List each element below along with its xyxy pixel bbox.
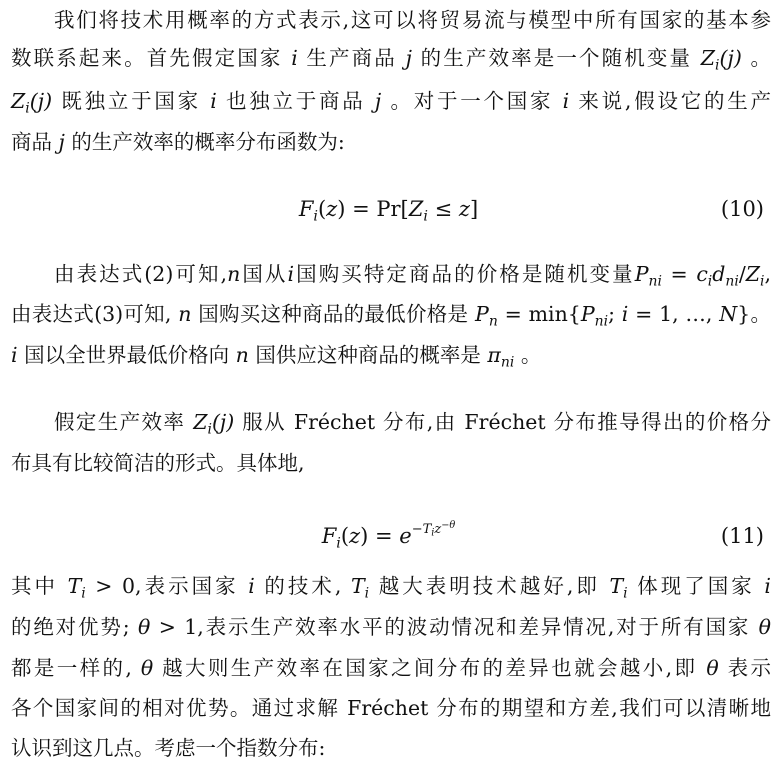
p2-line-3: i 国以全世界最低价格向 n 国供应这种商品的概率是 $\pi_{ni}$ 。 [11,343,542,371]
equation-11 [0,516,777,556]
p4-line-3: 都是一样的, θ 越大则生产效率在国家之间分布的差异也就会越小,即 θ 表示 [11,656,771,680]
p4-line-1: 其中 $T_i > 0$,表示国家 i 的技术, $T_i$ 越大表明技术越好,即 $T_i$ 体现了国家 i [11,574,771,602]
p4-line-4: 各个国家间的相对优势。通过求解 Fréchet 分布的期望和方差,我们可以清晰地 [11,696,771,720]
p4-line-2: 的绝对优势; θ > 1,表示生产效率水平的波动情况和差异情况,对于所有国家 θ [11,615,771,639]
equation-10 [0,189,777,229]
equation-11-number: (11) [720,524,764,548]
p3-line-2: 布具有比较简洁的形式。具体地, [11,451,305,475]
p2-line-2: 由表达式(3)可知, n 国购买这种商品的最低价格是 $P_n = \min\{P_{ni}$; i = 1, …, N}。 [11,302,771,330]
p1-line-2: 数联系起来。首先假定国家 i 生产商品 j 的生产效率是一个随机变量 $Z_i(j)$ 。 [11,46,772,74]
p1-line-4: 商品 j 的生产效率的概率分布函数为: [11,130,345,154]
p2-line-1: 由表达式(2)可知,n国从i国购买特定商品的价格是随机变量$P_{ni} = c_id_{ni}/Z_i$, [54,262,771,290]
p1-line-3: $Z_i(j)$ 既独立于国家 i 也独立于商品 j 。对于一个国家 i 来说,假设它的生产 [11,89,771,117]
equation-11-body: $F_i(z) = e^{-Tiz^{-\theta}}$ [321,520,456,552]
p3-line-1: 假定生产效率 $Z_i(j)$ 服从 Fréchet 分布,由 Fréchet 分布推导得出的价格分 [54,410,771,438]
equation-10-body: $F_i(z) = Pr[Z_i \le z]$ [298,197,479,225]
equation-10-number: (10) [720,197,764,221]
p4-line-5: 认识到这几点。考虑一个指数分布: [11,736,326,760]
p1-line-1: 我们将技术用概率的方式表示,这可以将贸易流与模型中所有国家的基本参 [54,8,771,32]
